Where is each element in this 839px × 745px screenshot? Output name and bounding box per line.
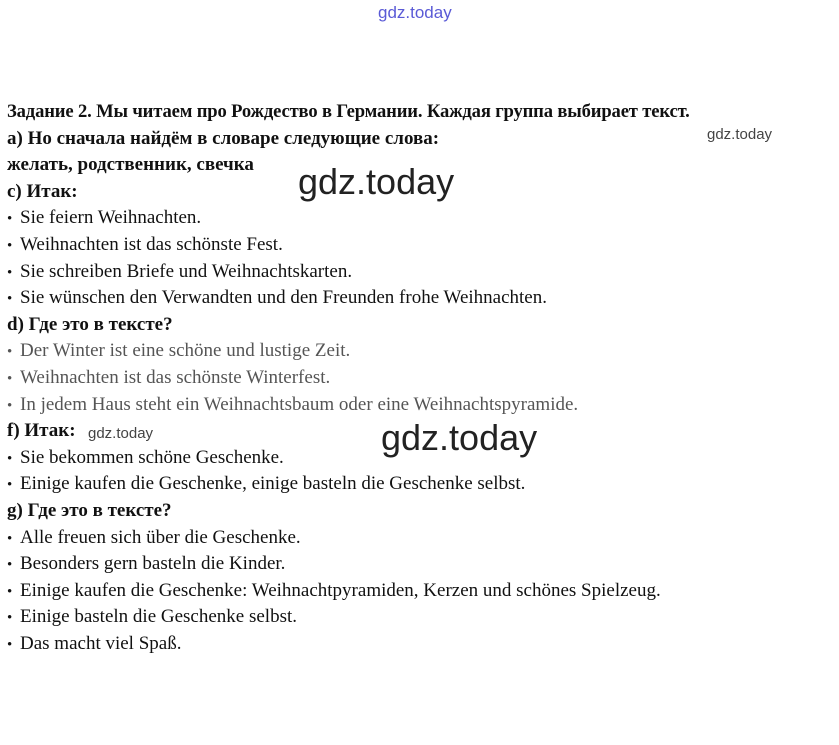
bullet: • [7, 583, 13, 600]
list-item [7, 525, 837, 552]
bullet: • [7, 211, 13, 228]
bullet: • [7, 450, 13, 467]
bullet: • [7, 370, 13, 387]
list-item [7, 551, 837, 578]
list-item-text: Besonders gern basteln die Kinder. [20, 553, 286, 575]
watermark-top: gdz.today [378, 3, 452, 22]
bullet: • [7, 237, 13, 254]
section-a-heading: а) Но сначала найдём в словаре следующие слова: [7, 127, 440, 149]
section-f-heading: f) Итак: [7, 420, 76, 442]
exercise-document [7, 99, 837, 657]
list-item-text: Sie schreiben Briefe und Weihnachtskarten. [20, 260, 353, 282]
list-item [7, 232, 837, 259]
list-item [7, 392, 837, 419]
list-item [7, 365, 837, 392]
watermark-small-right: gdz.today [707, 126, 773, 143]
list-item [7, 604, 837, 631]
watermark-small-left: gdz.today [88, 425, 154, 442]
list-item [7, 205, 837, 232]
watermark-large-upper: gdz.today [298, 161, 455, 202]
list-item [7, 259, 837, 286]
bullet: • [7, 477, 13, 494]
list-item-text: Das macht viel Spaß. [20, 632, 182, 654]
list-item [7, 631, 837, 658]
list-item-text: Der Winter ist eine schöne und lustige Zeit. [20, 340, 351, 362]
bullet: • [7, 291, 13, 308]
list-item-text: Weihnachten ist das schönste Fest. [20, 233, 283, 255]
list-item [7, 578, 837, 605]
bullet: • [7, 344, 13, 361]
list-item-text: Sie feiern Weihnachten. [20, 207, 202, 229]
list-item-text: Einige kaufen die Geschenke: Weihnachtpyramiden, Kerzen und schönes Spielzeug. [20, 579, 661, 601]
list-item-text: Einige kaufen die Geschenke, einige basteln die Geschenke selbst. [20, 473, 526, 495]
list-item-text: Weihnachten ist das schönste Winterfest. [20, 366, 331, 388]
task-title: Задание 2. Мы читаем про Рождество в Германии. Каждая группа выбирает текст. [7, 101, 690, 122]
section-a-words: желать, родственник, свечка [7, 154, 254, 176]
bullet: • [7, 557, 13, 574]
list-item-text: In jedem Haus steht ein Weihnachtsbaum oder eine Weihnachtspyramide. [20, 393, 579, 415]
section-d-heading: d) Где это в тексте? [7, 313, 173, 335]
bullet: • [7, 610, 13, 627]
section-c-heading: c) Итак: [7, 180, 78, 202]
bullet: • [7, 397, 13, 414]
bullet: • [7, 530, 13, 547]
watermark-large-lower: gdz.today [381, 417, 538, 458]
list-item [7, 338, 837, 365]
list-item-text: Sie wünschen den Verwandten und den Freunden frohe Weihnachten. [20, 287, 547, 309]
list-item-text: Alle freuen sich über die Geschenke. [20, 526, 301, 548]
list-item-text: Sie bekommen schöne Geschenke. [20, 446, 284, 468]
list-item [7, 285, 837, 312]
list-item [7, 471, 837, 498]
list-item-text: Einige basteln die Geschenke selbst. [20, 606, 298, 628]
bullet: • [7, 264, 13, 281]
list-item [7, 445, 837, 472]
bullet: • [7, 636, 13, 653]
section-g-heading: g) Где это в тексте? [7, 499, 172, 521]
